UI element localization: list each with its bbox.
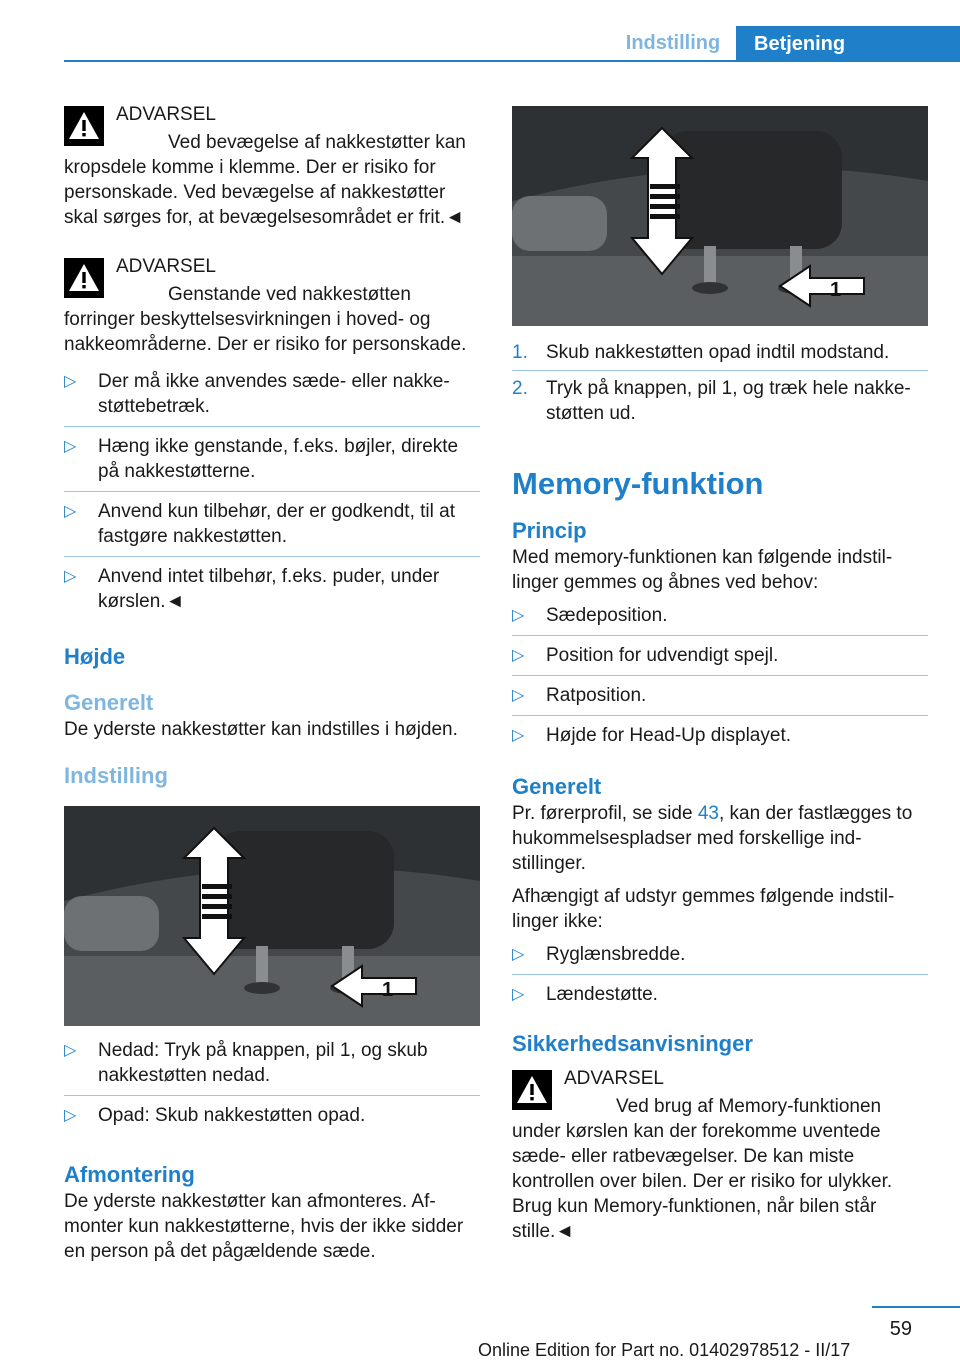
general-text: De yderste nakkestøtter kan indstilles i højden. — [64, 719, 458, 740]
headrest-removal-photo — [512, 106, 928, 326]
warning-block-1 — [64, 100, 480, 230]
heading-principle: Princip — [512, 518, 587, 543]
header-section-tab: Indstilling — [625, 32, 721, 54]
list-item-text: Lændestøtte. — [546, 984, 658, 1005]
triangle-right-bullet-icon: ▷ — [64, 373, 77, 390]
list-item-text: Sædeposition. — [546, 605, 668, 626]
warning-block-3 — [512, 1064, 928, 1244]
step-number: 2. — [512, 378, 528, 399]
footer-rule — [872, 1306, 960, 1308]
step-text: Skub nakkestøtten opad indtil modstand. — [546, 342, 890, 363]
warning-title: ADVARSEL — [116, 256, 216, 277]
removal-text: De yderste nakkestøtter kan afmonteres. Afmonter kun nakkestøtterne, hvis der ikke sidder en person på det pågældende sæde. — [64, 1191, 464, 1262]
headrest-adjust-photo — [64, 806, 480, 1026]
general-text — [512, 801, 928, 876]
heading-general: Generelt — [512, 774, 602, 799]
principle-text: Med memory-funktionen kan følgende indstillinger gemmes og åbnes ved behov: — [512, 547, 893, 593]
left-column — [64, 100, 480, 1264]
warning-body: Ved brug af Memory-funktionen under kørslen kan der forekomme uventede sæde- eller ratbevægelser. De kan miste kontrollen over bilen. Der er risiko for ulykker. Brug kun Memory-funktionen, når bilen står stille.◄ — [512, 1096, 893, 1242]
list-item — [512, 643, 928, 676]
heading-memory-function: Memory-funktion — [512, 466, 764, 501]
triangle-right-bullet-icon: ▷ — [512, 607, 525, 624]
list-item — [64, 564, 480, 621]
warning-body: Ved bevægelse af nakkestøtter kan kropsdele komme i klemme. Der er risiko for personskade. Ved bevægelse af nakkestøtter skal sørges for, at bevægelsesområdet er frit.◄ — [64, 132, 466, 228]
list-item-text: Hæng ikke genstande, f.eks. bøjler, direkte på nakkestøtterne. — [98, 436, 459, 482]
page-number: 59 — [889, 1318, 912, 1340]
list-item — [512, 982, 928, 1014]
heading-general: Generelt — [64, 690, 154, 715]
headrest-illustration — [64, 806, 480, 1026]
heading-safety: Sikkerhedsanvisninger — [512, 1031, 753, 1056]
general-text-start: Pr. førerprofil, se side — [512, 803, 698, 824]
list-item-text: Ratposition. — [546, 685, 647, 706]
header-rule — [64, 60, 960, 62]
list-item-text: Der må ikke anvendes sæde- eller nakkestøttebetræk. — [98, 371, 450, 417]
list-item — [512, 603, 928, 636]
list-item-text: Opad: Skub nakkestøtten opad. — [98, 1105, 366, 1126]
numbered-step — [512, 376, 928, 431]
warning-title: ADVARSEL — [564, 1068, 664, 1089]
edition-line: Online Edition for Part no. 01402978512 - II/17 — [478, 1340, 851, 1360]
warning-2-list — [64, 369, 480, 621]
general-text-2: Afhængigt af udstyr gemmes følgende indstillinger ikke: — [512, 886, 895, 932]
triangle-right-bullet-icon: ▷ — [512, 687, 525, 704]
removal-steps — [512, 340, 928, 431]
step-number: 1. — [512, 342, 528, 363]
general-text-end: , kan der fastlægges to hukommelsespladser med forskellige indstillinger. — [512, 803, 913, 874]
triangle-right-bullet-icon: ▷ — [512, 946, 525, 963]
warning-triangle-icon — [512, 1070, 552, 1110]
heading-adjustment: Indstilling — [64, 763, 168, 788]
triangle-right-bullet-icon: ▷ — [64, 1107, 77, 1124]
list-item-text: Anvend intet tilbehør, f.eks. puder, under kørslen.◄ — [98, 566, 440, 612]
principle-list — [512, 603, 928, 755]
list-item — [64, 369, 480, 427]
warning-body: Genstande ved nakkestøtten forringer beskyttelsesvirkningen i hoved- og nakkeområderne. Der er risiko for personskade. — [64, 284, 467, 355]
warning-block-2 — [64, 252, 480, 357]
step-text: Tryk på knappen, pil 1, og træk hele nakkestøtten ud. — [546, 378, 911, 424]
header-chapter-tab: Betjening — [736, 26, 960, 62]
adjust-list — [64, 1038, 480, 1135]
headrest-illustration — [512, 106, 928, 326]
list-item — [512, 723, 928, 755]
list-item-text: Anvend kun tilbehør, der er godkendt, til at fastgøre nakkestøtten. — [98, 501, 455, 547]
list-item — [64, 434, 480, 492]
triangle-right-bullet-icon: ▷ — [64, 438, 77, 455]
list-item — [64, 1103, 480, 1135]
numbered-step — [512, 340, 928, 371]
warning-triangle-icon — [64, 106, 104, 146]
heading-removal: Afmontering — [64, 1162, 195, 1187]
heading-height: Højde — [64, 644, 126, 669]
warning-title: ADVARSEL — [116, 104, 216, 125]
triangle-right-bullet-icon: ▷ — [64, 1042, 77, 1059]
list-item — [64, 499, 480, 557]
photo-callout-number: 1 — [382, 979, 394, 1001]
triangle-right-bullet-icon: ▷ — [512, 727, 525, 744]
list-item-text: Højde for Head-Up displayet. — [546, 725, 791, 746]
photo-callout-number: 1 — [830, 279, 842, 301]
list-item — [512, 942, 928, 975]
list-item-text: Ryglænsbredde. — [546, 944, 686, 965]
triangle-right-bullet-icon: ▷ — [64, 568, 77, 585]
list-item-text: Nedad: Tryk på knappen, pil 1, og skub nakkestøtten nedad. — [98, 1040, 428, 1086]
list-item — [64, 1038, 480, 1096]
general-list — [512, 942, 928, 1014]
page-link-43[interactable]: 43 — [697, 803, 719, 824]
right-column — [512, 106, 928, 1260]
warning-triangle-icon — [64, 258, 104, 298]
triangle-right-bullet-icon: ▷ — [64, 503, 77, 520]
triangle-right-bullet-icon: ▷ — [512, 986, 525, 1003]
list-item — [512, 683, 928, 716]
list-item-text: Position for udvendigt spejl. — [546, 645, 779, 666]
triangle-right-bullet-icon: ▷ — [512, 647, 525, 664]
